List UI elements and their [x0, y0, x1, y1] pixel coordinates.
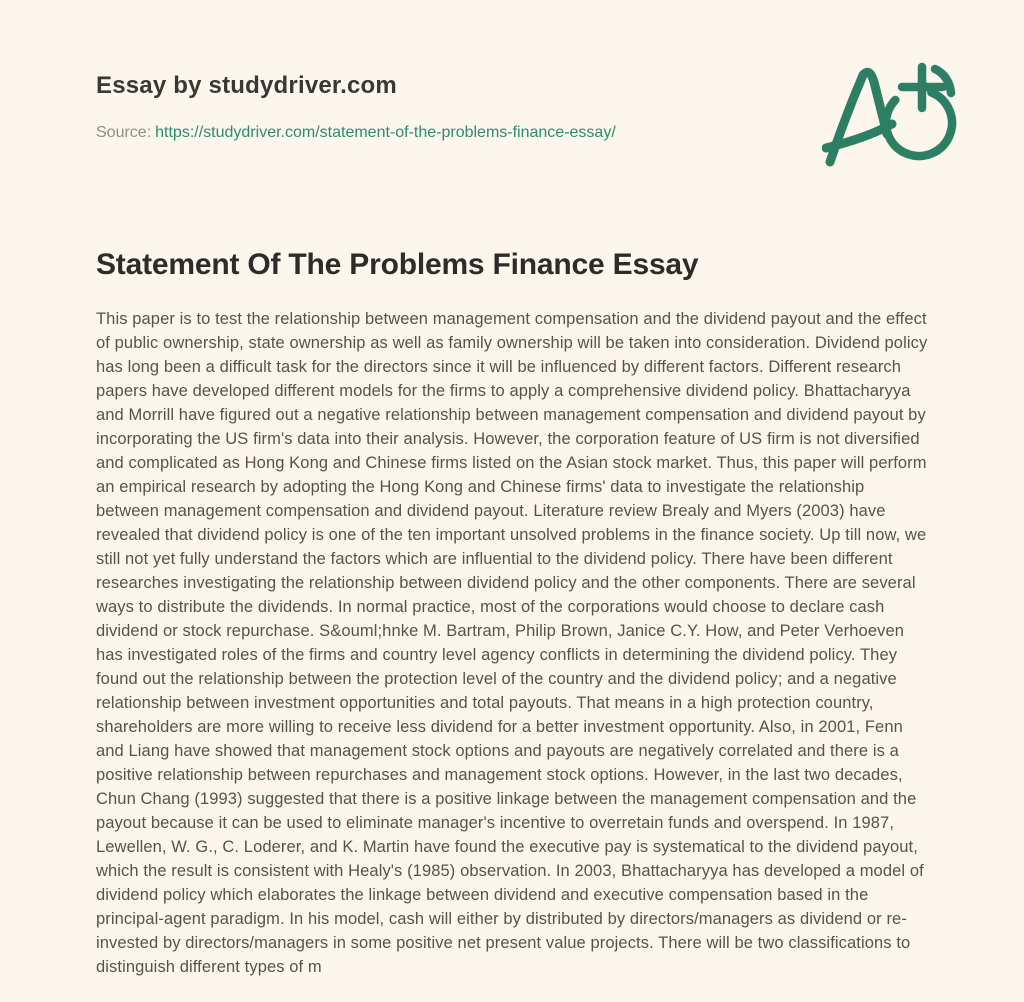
source-url-link[interactable]: https://studydriver.com/statement-of-the-problems-finance-essay/	[155, 124, 616, 141]
a-plus-logo-icon	[822, 60, 960, 172]
essay-title: Statement Of The Problems Finance Essay	[96, 248, 699, 281]
source-line	[96, 124, 928, 142]
header-title: Essay by studydriver.com	[96, 72, 397, 99]
essay-body-paragraph: This paper is to test the relationship between management compensation and the dividend payout and the effect of public ownership, state ownership as well as family ownership will be taken into consideration. Dividend policy has long been a difficult task for the directors since it will be influenced by different factors. Different research papers have developed different models for the firms to apply a comprehensive dividend policy. Bhattacharyya and Morrill have figured out a negative relationship between management compensation and dividend payout by incorporating the US firm's data into their analysis. However, the corporation feature of US firm is not diversified and complicated as Hong Kong and Chinese firms listed on the Asian stock market. Thus, this paper will perform an empirical research by adopting the Hong Kong and Chinese firms' data to investigate the relationship between management compensation and dividend payout. Literature review Brealy and Myers (2003) have revealed that dividend policy is one of the ten important unsolved problems in the finance society. Up till now, we still not yet fully understand the factors which are influential to the dividend policy. There have been different researches investigating the relationship between dividend policy and the other components. There are several ways to distribute the dividends. In normal practice, most of the corporations would choose to declare cash dividend or stock repurchase. S&ouml;hnke M. Bartram, Philip Brown, Janice C.Y. How, and Peter Verhoeven has investigated roles of the firms and country level agency conflicts in determining the dividend policy. They found out the relationship between the protection level of the country and the dividend policy; and a negative relationship between investment opportunities and total payouts. That means in a high protection country, shareholders are more willing to receive less dividend for a better investment opportunity. Also, in 2001, Fenn and Liang have showed that management stock options and payouts are negatively correlated and there is a positive relationship between repurchases and management stock options. However, in the last two decades, Chun Chang (1993) suggested that there is a positive linkage between the management compensation and the payout because it can be used to eliminate manager's incentive to overretain funds and overspend. In 1987, Lewellen, W. G., C. Loderer, and K. Martin have found the executive pay is systematical to the dividend payout, which the result is consistent with Healy's (1985) observation. In 2003, Bhattacharyya has developed a model of dividend policy which elaborates the linkage between dividend and executive compensation based in the principal-agent paradigm. In his model, cash will either by distributed by directors/managers as dividend or re-invested by directors/managers in some positive net present value projects. There will be two classifications to distinguish different types of m	[96, 310, 928, 976]
source-label: Source:	[96, 124, 152, 141]
